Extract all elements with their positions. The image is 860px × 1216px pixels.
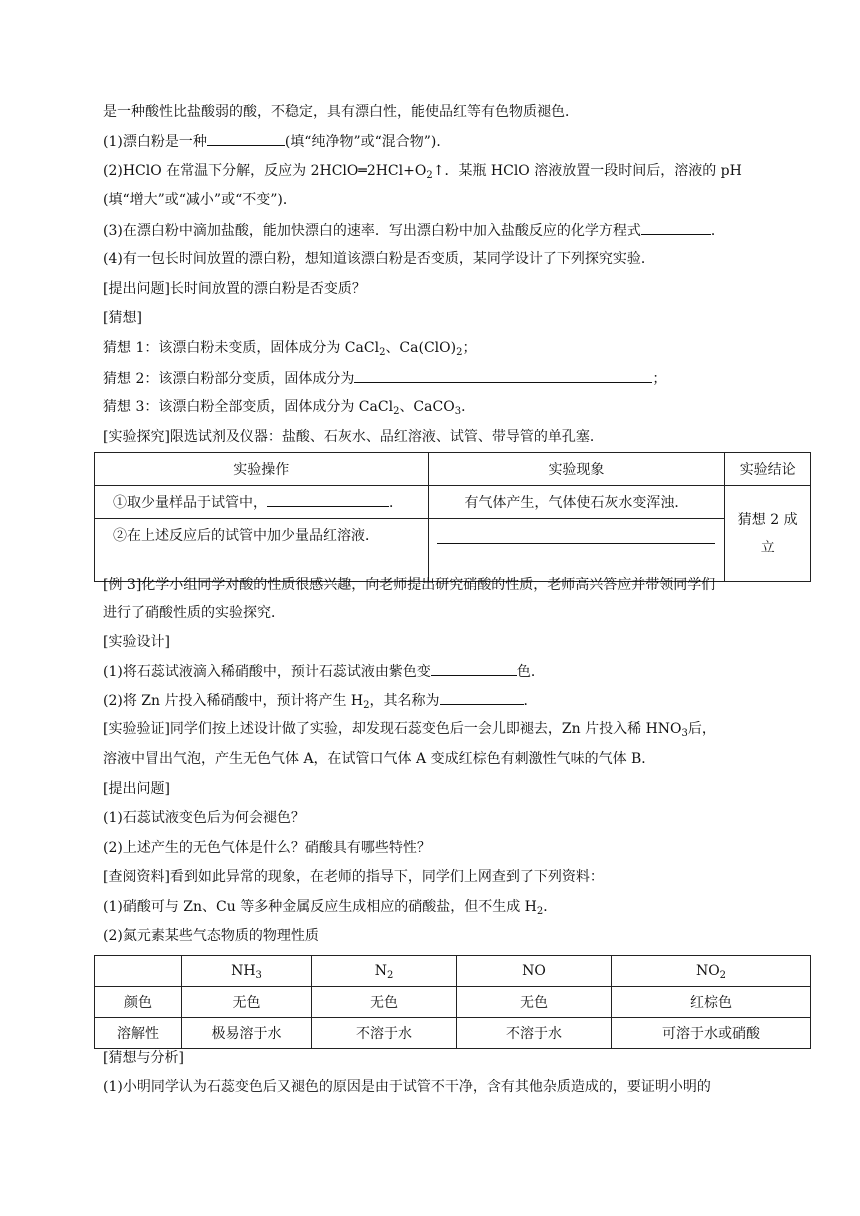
subscript: 2	[379, 347, 386, 358]
consult-heading	[103, 867, 604, 887]
guess-2	[103, 368, 666, 389]
header-nh3	[182, 956, 312, 987]
guess2-text: 猜想 2：该漂白粉部分变质，固体成分为	[103, 371, 355, 387]
verify-text: [实验验证]同学们按上述设计做了实验，却发现石蕊变色后一会儿即褪去，Zn 片投入稀 HNO	[103, 721, 682, 737]
q2-text: (2)HClO 在常温下分解，反应为 2HClO═2HCl+O	[103, 163, 427, 179]
nitrogen-properties-table	[94, 955, 811, 1049]
row2-phenomenon-blank[interactable]	[437, 529, 715, 544]
question-4	[103, 249, 655, 269]
design2-text-cont: ，其名称为	[369, 693, 440, 709]
consult-1	[103, 897, 557, 917]
header-no: NO	[457, 956, 612, 987]
verify-2	[103, 749, 655, 769]
guess1-text: 猜想 1：该漂白粉未变质，固体成分为 CaCl	[103, 340, 380, 356]
example3-text: [例 3]化学小组同学对酸的性质很感兴趣，向老师提出研究硝酸的性质，老师高兴答应并带领同学们	[103, 577, 716, 593]
raise-question-text: [提出问题]长时间放置的漂白粉是否变质？	[103, 281, 366, 297]
period: ．	[710, 223, 725, 239]
row2-operation: ②在上述反应后的试管中加少量品红溶液．	[95, 519, 429, 582]
question-1	[103, 131, 450, 152]
question-2	[103, 161, 742, 181]
row1-operation	[95, 486, 429, 519]
q3-blank[interactable]	[641, 220, 711, 235]
guess-heading	[103, 308, 142, 328]
subscript: 2	[393, 406, 400, 417]
example-3	[103, 575, 715, 595]
guess3-text-cont: 、CaCO	[399, 399, 455, 415]
header-no2	[612, 956, 811, 987]
subscript: 2	[456, 347, 463, 358]
question-2-options	[103, 190, 297, 210]
guess-1	[103, 338, 476, 358]
n2-label: N	[374, 963, 387, 979]
q3-text: (3)在漂白粉中滴加盐酸，能加快漂白的速率．写出漂白粉中加入盐酸反应的化学方程式	[103, 223, 641, 239]
problem1-text: (1)石蕊试液变色后为何会褪色？	[103, 810, 305, 826]
guess-3	[103, 397, 475, 417]
conclusion-cell: 猜想 2 成立	[725, 486, 811, 582]
q1-options: (填“纯净物”或“混合物”)．	[284, 134, 451, 150]
q2-text-cont: ↑．某瓶 HClO 溶液放置一段时间后，溶液的 pH	[432, 163, 742, 179]
color-label: 颜色	[95, 987, 182, 1018]
design1-blank[interactable]	[431, 661, 517, 676]
q1-text: (1)漂白粉是一种	[103, 134, 207, 150]
color-nh3: 无色	[182, 987, 312, 1018]
consult2-text: (2)氮元素某些气态物质的物理性质	[103, 928, 319, 944]
subscript: 2	[719, 970, 727, 981]
guess2-blank[interactable]	[354, 368, 652, 383]
design1-text: (1)将石蕊试液滴入稀硝酸中，预计石蕊试液由紫色变	[103, 664, 431, 680]
solubility-nh3: 极易溶于水	[182, 1018, 312, 1049]
subscript: 2	[386, 970, 394, 981]
guess3-text: 猜想 3：该漂白粉全部变质，固体成分为 CaCl	[103, 399, 394, 415]
period: ．	[389, 495, 403, 511]
color-n2: 无色	[312, 987, 457, 1018]
subscript: 2	[536, 906, 544, 917]
design-2	[103, 690, 538, 711]
header-operation: 实验操作	[95, 453, 429, 486]
color-no: 无色	[457, 987, 612, 1018]
subscript: 2	[426, 170, 433, 181]
analysis1-text: (1)小明同学认为石蕊变色后又褪色的原因是由于试管不干净，含有其他杂质造成的，要证明小明的	[103, 1079, 711, 1095]
header-conclusion: 实验结论	[725, 453, 811, 486]
design2-blank[interactable]	[440, 690, 524, 705]
row2-phenomenon	[428, 519, 725, 582]
analysis-heading-text: [猜想与分析]	[103, 1050, 184, 1066]
example3-text-cont: 进行了硝酸性质的实验探究．	[103, 605, 285, 621]
consult-text: [查阅资料]看到如此异常的现象，在老师的指导下，同学们上网查到了下列资料：	[103, 869, 604, 885]
intro-sentence: 是一种酸性比盐酸弱的酸，不稳定，具有漂白性，能使品红等有色物质褪色．	[103, 104, 579, 120]
question-3	[103, 220, 725, 241]
solubility-n2: 不溶于水	[312, 1018, 457, 1049]
solubility-no2: 可溶于水或硝酸	[612, 1018, 811, 1049]
subscript: 3	[454, 406, 462, 417]
period: ．	[461, 399, 476, 415]
period: ．	[523, 693, 538, 709]
row1-operation-text: ①取少量样品于试管中，	[113, 495, 267, 511]
header-n2	[312, 956, 457, 987]
guess-heading-text: [猜想]	[103, 310, 142, 326]
design-heading-text: [实验设计]	[103, 634, 170, 650]
verify-text-cont: 后，	[687, 721, 716, 737]
solubility-no: 不溶于水	[457, 1018, 612, 1049]
row1-phenomenon: 有气体产生，气体使石灰水变浑浊．	[428, 486, 725, 519]
q4-text: (4)有一包长时间放置的漂白粉，想知道该漂白粉是否变质，某同学设计了下列探究实验．	[103, 251, 655, 267]
intro-text	[103, 102, 579, 122]
q2-options: (填“增大”或“减小”或“不变”)．	[103, 192, 297, 208]
semicolon: ；	[652, 371, 667, 387]
experiment-table	[94, 452, 811, 582]
q1-blank[interactable]	[207, 131, 285, 146]
analysis-1	[103, 1077, 711, 1097]
row1-operation-blank[interactable]	[267, 492, 389, 507]
consult-2	[103, 926, 319, 946]
verify-1	[103, 719, 716, 739]
analysis-heading	[103, 1048, 184, 1068]
corner-cell	[95, 956, 182, 987]
example-3-cont	[103, 603, 285, 623]
subscript: 3	[681, 728, 688, 739]
no2-label: NO	[695, 963, 720, 979]
explore-sentence: [实验探究]限选试剂及仪器：盐酸、石灰水、品红溶液、试管、带导管的单孔塞．	[103, 429, 604, 445]
design1-text-end: 色．	[516, 664, 545, 680]
problem-heading-text: [提出问题]	[103, 781, 170, 797]
color-no2: 红棕色	[612, 987, 811, 1018]
problem-2	[103, 838, 431, 858]
problem2-text: (2)上述产生的无色气体是什么？硝酸具有哪些特性？	[103, 840, 431, 856]
subscript: 3	[255, 970, 262, 981]
subscript: 2	[363, 700, 370, 711]
problem-heading	[103, 779, 170, 799]
nh3-label: NH	[231, 963, 256, 979]
semicolon: ；	[462, 340, 477, 356]
verify-text-line2: 溶液中冒出气泡，产生无色气体 A，在试管口气体 A 变成红棕色有刺激性气味的气体 B．	[103, 751, 656, 767]
consult1-text: (1)硝酸可与 Zn、Cu 等多种金属反应生成相应的硝酸盐，但不生成 H	[103, 899, 537, 915]
period: ．	[543, 899, 558, 915]
explore-text	[103, 427, 604, 447]
header-phenomenon: 实验现象	[428, 453, 725, 486]
raise-question	[103, 279, 366, 299]
solubility-label: 溶解性	[95, 1018, 182, 1049]
design-1	[103, 661, 545, 682]
design2-text: (2)将 Zn 片投入稀硝酸中，预计将产生 H	[103, 693, 364, 709]
guess1-text-cont: 、Ca(ClO)	[385, 340, 457, 356]
design-heading	[103, 632, 170, 652]
problem-1	[103, 808, 305, 828]
